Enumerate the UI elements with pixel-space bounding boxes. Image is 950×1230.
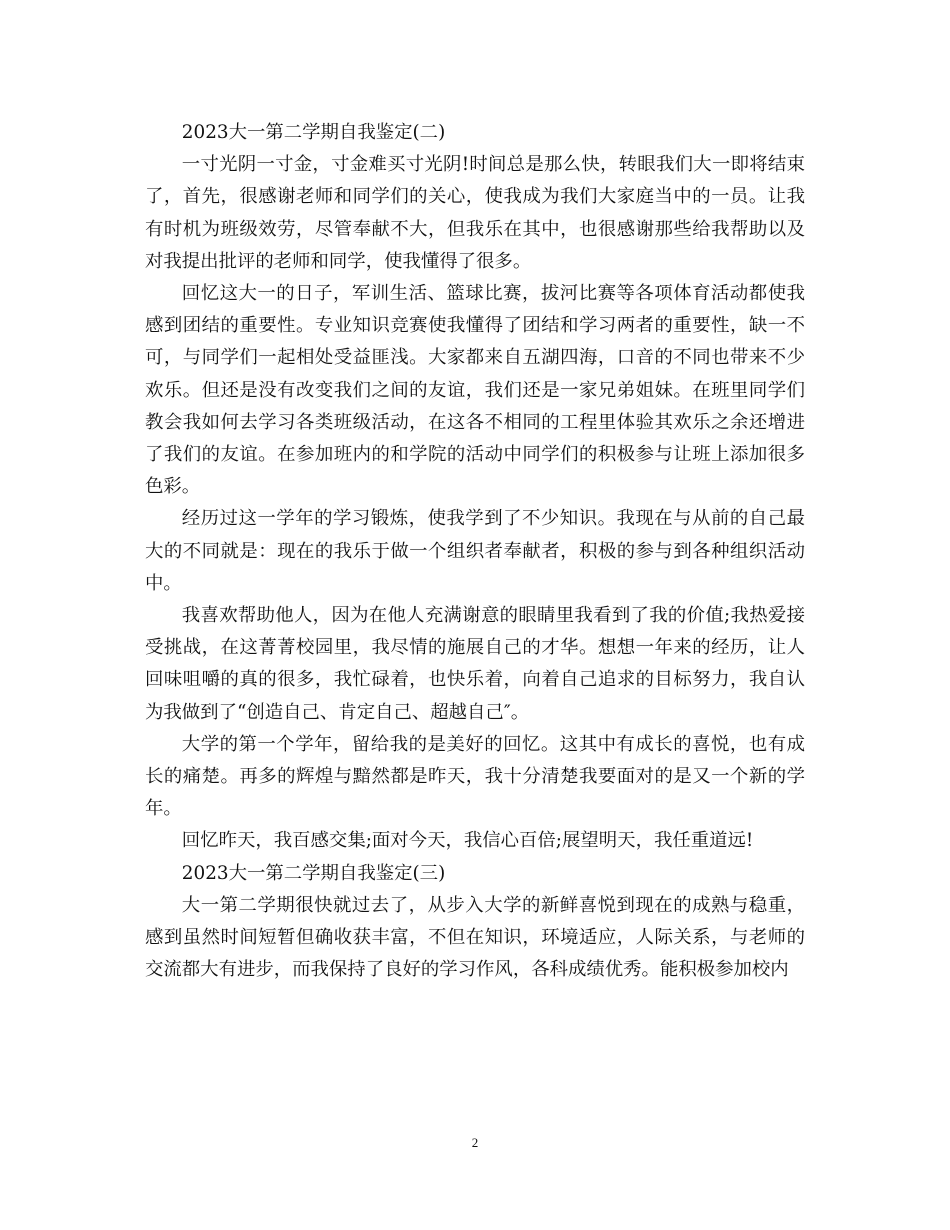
paragraph: 大学的第一个学年，留给我的是美好的回忆。这其中有成长的喜悦，也有成长的痛楚。再多的辉煌与黯然都是昨天，我十分清楚我要面对的是又一个新的学年。 bbox=[145, 733, 805, 820]
paragraph: 大一第二学期很快就过去了，从步入大学的新鲜喜悦到现在的成熟与稳重，感到虽然时间短暂但确收获丰富，不但在知识，环境适应，人际关系，与老师的交流都大有进步，而我保持了良好的学习作风，各科成绩优秀。能积极参加校内 bbox=[145, 894, 805, 981]
paragraph: 我喜欢帮助他人，因为在他人充满谢意的眼睛里我看到了我的价值;我热爱接受挑战，在这菁菁校园里，我尽情的施展自己的才华。想想一年来的经历，让人回味咀嚼的真的很多，我忙碌着，也快乐着，向着自己追求的目标努力，我自认为我做到了“创造自己、肯定自己、超越自己″。 bbox=[145, 605, 805, 723]
paragraph: 经历过这一学年的学习锻炼，使我学到了不少知识。我现在与从前的自己最大的不同就是：现在的我乐于做一个组织者奉献者，积极的参与到各种组织活动中。 bbox=[145, 508, 805, 594]
section-heading-3: 2023大一第二学期自我鉴定(三) bbox=[181, 862, 446, 884]
paragraph: 回忆昨天，我百感交集;面对今天，我信心百倍;展望明天，我任重道远! bbox=[181, 830, 754, 852]
document-body bbox=[145, 117, 805, 986]
page-number: 2 bbox=[471, 1135, 479, 1150]
paragraph: 一寸光阴一寸金，寸金难买寸光阴!时间总是那么快，转眼我们大一即将结束了，首先，很感谢老师和同学们的关心，使我成为我们大家庭当中的一员。让我有时机为班级效劳，尽管奉献不大，但我乐在其中，也很感谢那些给我帮助以及对我提出批评的老师和同学，使我懂得了很多。 bbox=[145, 154, 805, 272]
paragraph: 回忆这大一的日子，军训生活、篮球比赛，拔河比赛等各项体育活动都使我感到团结的重要性。专业知识竞赛使我懂得了团结和学习两者的重要性，缺一不可，与同学们一起相处受益匪浅。大家都来自五湖四海，口音的不同也带来不少欢乐。但还是没有改变我们之间的友谊，我们还是一家兄弟姐妹。在班里同学们教会我如何去学习各类班级活动，在这各不相同的工程里体验其欢乐之余还增进了我们的友谊。在参加班内的和学院的活动中同学们的积极参与让班上添加很多色彩。 bbox=[145, 283, 805, 498]
section-heading-2: 2023大一第二学期自我鉴定(二) bbox=[181, 122, 446, 143]
